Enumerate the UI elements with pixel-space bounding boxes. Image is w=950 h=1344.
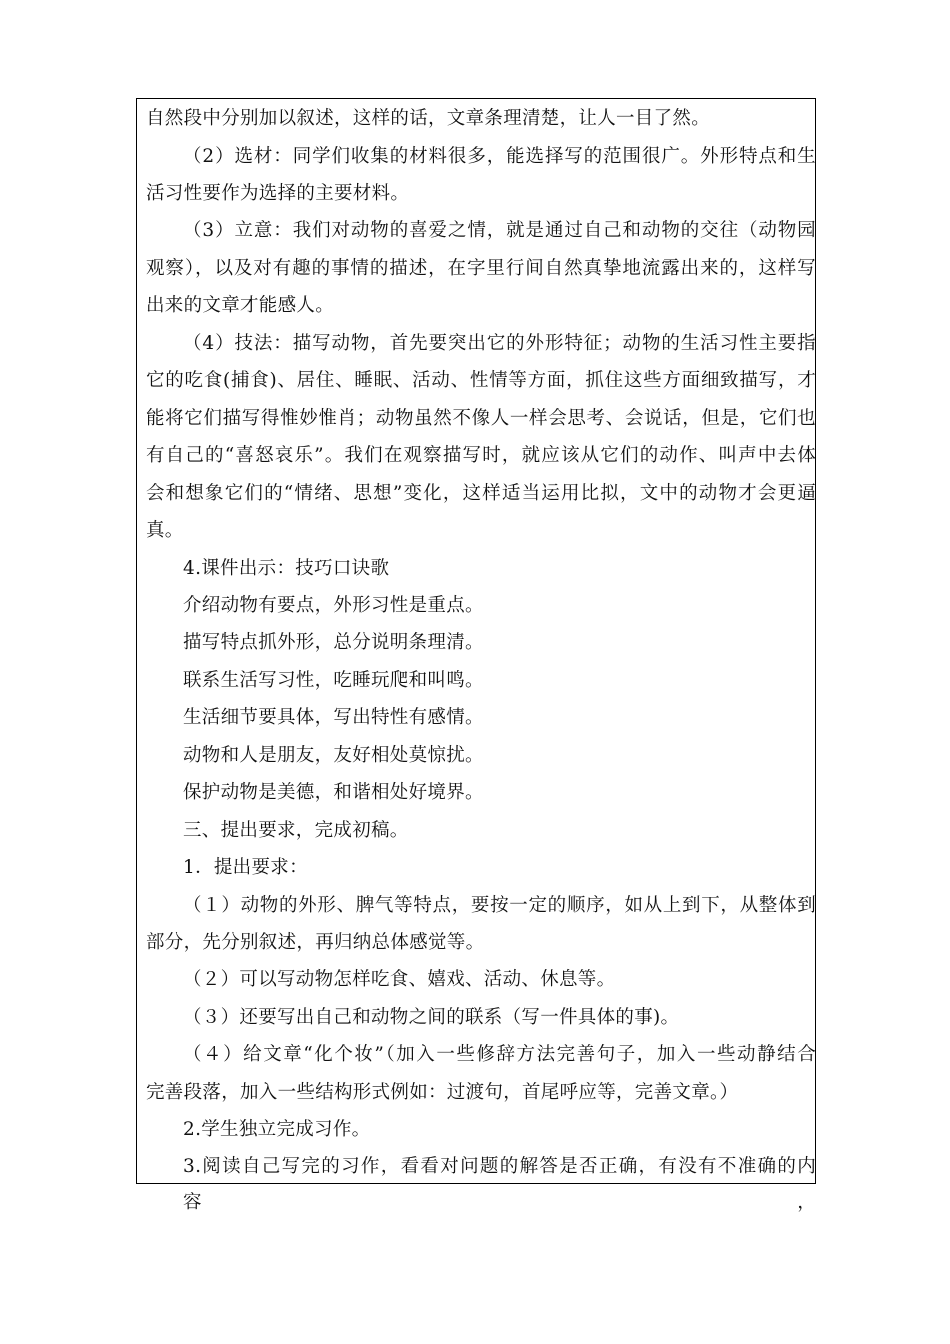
text-line: （4）技法：描写动物，首先要突出它的外形特征；动物的生活习性主要指 [183,333,816,354]
text-line: 自然段中分别加以叙述，这样的话，文章条理清楚，让人一目了然。 [146,108,711,129]
text-line: 介绍动物有要点，外形习性是重点。 [183,595,484,616]
text-line: 三、提出要求，完成初稿。 [183,820,409,841]
text-line: 3.阅读自己写完的习作，看看对问题的解答是否正确，有没有不准确的内容， [183,1156,816,1213]
text-line: 它的吃食(捕食)、居住、睡眠、活动、性情等方面，抓住这些方面细致描写，才 [146,370,816,391]
text-line: 出来的文章才能感人。 [146,295,335,316]
text-line: 联系生活写习性，吃睡玩爬和叫鸣。 [183,670,484,691]
text-line: 2.学生独立完成习作。 [183,1119,371,1140]
text-line: （3）立意：我们对动物的喜爱之情，就是通过自己和动物的交往（动物园 [183,220,816,241]
text-line: 描写特点抓外形，总分说明条理清。 [183,632,484,653]
text-line: 完善段落，加入一些结构形式例如：过渡句，首尾呼应等，完善文章。） [146,1082,739,1103]
text-line: 4.课件出示：技巧口诀歌 [183,558,390,579]
text-line: （2）选材：同学们收集的材料很多，能选择写的范围很广。外形特点和生 [183,146,816,167]
text-line: 有自己的“喜怒哀乐”。我们在观察描写时，就应该从它们的动作、叫声中去体 [146,445,816,466]
text-line: 生活细节要具体，写出特性有感情。 [183,707,484,728]
text-line: 保护动物是美德，和谐相处好境界。 [183,782,484,803]
text-line: （２）可以写动物怎样吃食、嬉戏、活动、休息等。 [183,969,616,990]
text-line: 活习性要作为选择的主要材料。 [146,183,410,204]
text-line: 能将它们描写得惟妙惟肖；动物虽然不像人一样会思考、会说话，但是，它们也 [146,408,816,429]
text-line: （３）还要写出自己和动物之间的联系（写一件具体的事)。 [183,1007,680,1028]
text-line: 真。 [146,520,184,541]
text-line: （４）给文章“化个妆”（加入一些修辞方法完善句子，加入一些动静结合 [183,1044,816,1065]
text-line: 动物和人是朋友，友好相处莫惊扰。 [183,745,484,766]
text-line: 会和想象它们的“情绪、思想”变化，这样适当运用比拟，文中的动物才会更逼 [146,483,816,504]
text-line: 观察），以及对有趣的事情的描述，在字里行间自然真挚地流露出来的，这样写 [146,258,816,279]
text-line: （１）动物的外形、脾气等特点，要按一定的顺序，如从上到下，从整体到 [183,895,816,916]
text-line: 1．提出要求： [183,857,308,878]
text-line: 部分，先分别叙述，再归纳总体感觉等。 [146,932,485,953]
